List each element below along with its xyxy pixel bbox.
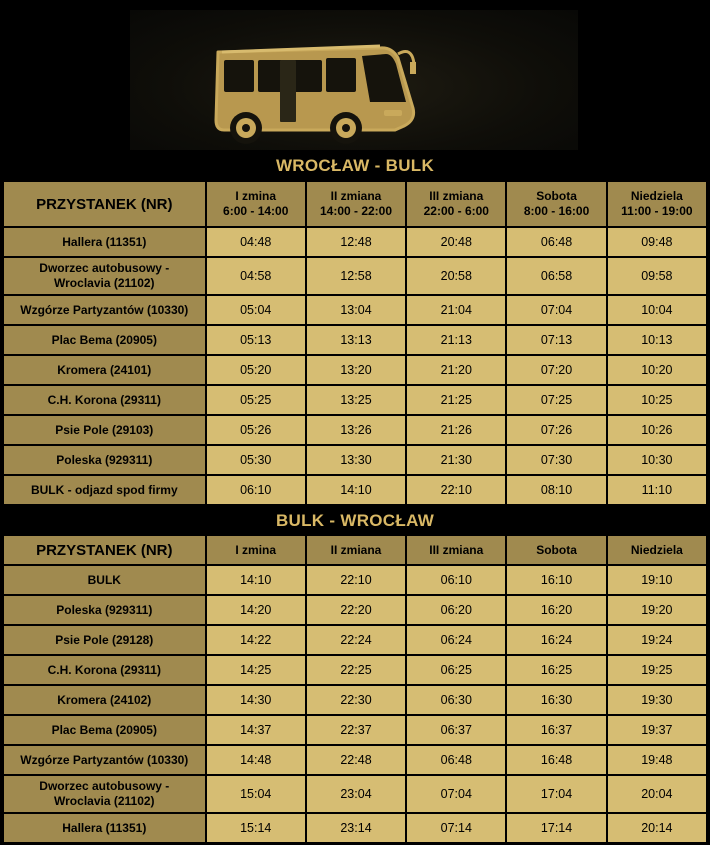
stop-name: Wzgórze Partyzantów (10330) <box>4 746 205 774</box>
table-row <box>4 446 706 474</box>
departure-time: 19:30 <box>608 686 706 714</box>
departure-time: 14:10 <box>207 566 305 594</box>
column-header: Sobota <box>507 536 605 564</box>
schedule-table <box>2 534 708 844</box>
departure-time: 22:25 <box>307 656 405 684</box>
departure-time: 19:48 <box>608 746 706 774</box>
header-row <box>4 182 706 226</box>
departure-time: 14:10 <box>307 476 405 504</box>
column-header-stop: PRZYSTANEK (NR) <box>4 182 205 226</box>
stop-name: Hallera (11351) <box>4 814 205 842</box>
departure-time: 14:48 <box>207 746 305 774</box>
departure-time: 13:20 <box>307 356 405 384</box>
departure-time: 04:58 <box>207 258 305 294</box>
column-header: Sobota 8:00 - 16:00 <box>507 182 605 226</box>
departure-time: 19:25 <box>608 656 706 684</box>
departure-time: 05:26 <box>207 416 305 444</box>
departure-time: 06:48 <box>507 228 605 256</box>
departure-time: 08:10 <box>507 476 605 504</box>
table-row <box>4 296 706 324</box>
table-row <box>4 656 706 684</box>
section-title: WROCŁAW - BULK <box>275 156 435 175</box>
departure-time: 13:26 <box>307 416 405 444</box>
stop-name: Poleska (929311) <box>4 446 205 474</box>
departure-time: 10:26 <box>608 416 706 444</box>
stop-name: BULK <box>4 566 205 594</box>
departure-time: 07:25 <box>507 386 605 414</box>
column-header-stop: PRZYSTANEK (NR) <box>4 536 205 564</box>
table-row <box>4 356 706 384</box>
departure-time: 21:30 <box>407 446 505 474</box>
column-header: III zmiana 22:00 - 6:00 <box>407 182 505 226</box>
stop-name: Kromera (24101) <box>4 356 205 384</box>
departure-time: 20:14 <box>608 814 706 842</box>
table-row <box>4 626 706 654</box>
stop-name: Poleska (929311) <box>4 596 205 624</box>
departure-time: 13:04 <box>307 296 405 324</box>
table-row <box>4 258 706 294</box>
table-row <box>4 686 706 714</box>
departure-time: 07:04 <box>407 776 505 812</box>
departure-time: 06:20 <box>407 596 505 624</box>
departure-time: 21:04 <box>407 296 505 324</box>
departure-time: 05:20 <box>207 356 305 384</box>
departure-time: 22:37 <box>307 716 405 744</box>
departure-time: 16:20 <box>507 596 605 624</box>
departure-time: 05:04 <box>207 296 305 324</box>
departure-time: 09:48 <box>608 228 706 256</box>
departure-time: 16:25 <box>507 656 605 684</box>
stop-name: C.H. Korona (29311) <box>4 386 205 414</box>
departure-time: 06:30 <box>407 686 505 714</box>
section-title: BULK - WROCŁAW <box>275 511 435 530</box>
departure-time: 06:37 <box>407 716 505 744</box>
departure-time: 04:48 <box>207 228 305 256</box>
departure-time: 11:10 <box>608 476 706 504</box>
departure-time: 22:48 <box>307 746 405 774</box>
header-row <box>4 536 706 564</box>
table-row <box>4 716 706 744</box>
departure-time: 22:24 <box>307 626 405 654</box>
departure-time: 19:10 <box>608 566 706 594</box>
departure-time: 16:10 <box>507 566 605 594</box>
departure-time: 19:37 <box>608 716 706 744</box>
departure-time: 13:30 <box>307 446 405 474</box>
stop-name: BULK - odjazd spod firmy <box>4 476 205 504</box>
bus-icon <box>130 10 578 150</box>
stop-name: Psie Pole (29103) <box>4 416 205 444</box>
stop-name: C.H. Korona (29311) <box>4 656 205 684</box>
stop-name: Dworzec autobusowy - Wroclavia (21102) <box>4 776 205 812</box>
table-row <box>4 596 706 624</box>
departure-time: 22:10 <box>307 566 405 594</box>
departure-time: 22:10 <box>407 476 505 504</box>
departure-time: 05:25 <box>207 386 305 414</box>
bus-banner <box>130 10 578 150</box>
departure-time: 06:58 <box>507 258 605 294</box>
column-header: Niedziela <box>608 536 706 564</box>
departure-time: 14:25 <box>207 656 305 684</box>
departure-time: 10:25 <box>608 386 706 414</box>
departure-time: 14:37 <box>207 716 305 744</box>
departure-time: 13:13 <box>307 326 405 354</box>
stop-name: Dworzec autobusowy - Wroclavia (21102) <box>4 258 205 294</box>
departure-time: 15:04 <box>207 776 305 812</box>
departure-time: 06:48 <box>407 746 505 774</box>
departure-time: 19:20 <box>608 596 706 624</box>
departure-time: 20:48 <box>407 228 505 256</box>
departure-time: 13:25 <box>307 386 405 414</box>
departure-time: 16:48 <box>507 746 605 774</box>
column-header: I zmina 6:00 - 14:00 <box>207 182 305 226</box>
departure-time: 22:30 <box>307 686 405 714</box>
departure-time: 06:10 <box>407 566 505 594</box>
departure-time: 21:25 <box>407 386 505 414</box>
departure-time: 16:30 <box>507 686 605 714</box>
table-row <box>4 776 706 812</box>
departure-time: 21:26 <box>407 416 505 444</box>
departure-time: 12:58 <box>307 258 405 294</box>
stop-name: Kromera (24102) <box>4 686 205 714</box>
departure-time: 17:14 <box>507 814 605 842</box>
departure-time: 20:04 <box>608 776 706 812</box>
departure-time: 22:20 <box>307 596 405 624</box>
table-row <box>4 746 706 774</box>
table-row <box>4 326 706 354</box>
stop-name: Plac Bema (20905) <box>4 326 205 354</box>
departure-time: 12:48 <box>307 228 405 256</box>
departure-time: 05:13 <box>207 326 305 354</box>
departure-time: 10:13 <box>608 326 706 354</box>
table-row <box>4 228 706 256</box>
departure-time: 17:04 <box>507 776 605 812</box>
departure-time: 07:04 <box>507 296 605 324</box>
departure-time: 23:14 <box>307 814 405 842</box>
table-row <box>4 566 706 594</box>
departure-time: 14:30 <box>207 686 305 714</box>
table-row <box>4 476 706 504</box>
departure-time: 21:13 <box>407 326 505 354</box>
departure-time: 14:20 <box>207 596 305 624</box>
departure-time: 07:20 <box>507 356 605 384</box>
stop-name: Hallera (11351) <box>4 228 205 256</box>
departure-time: 16:37 <box>507 716 605 744</box>
column-header: II zmiana <box>307 536 405 564</box>
table-row <box>4 416 706 444</box>
departure-time: 07:26 <box>507 416 605 444</box>
column-header: I zmina <box>207 536 305 564</box>
departure-time: 07:13 <box>507 326 605 354</box>
stop-name: Plac Bema (20905) <box>4 716 205 744</box>
column-header: Niedziela 11:00 - 19:00 <box>608 182 706 226</box>
departure-time: 20:58 <box>407 258 505 294</box>
departure-time: 10:30 <box>608 446 706 474</box>
departure-time: 09:58 <box>608 258 706 294</box>
table-row <box>4 386 706 414</box>
stop-name: Wzgórze Partyzantów (10330) <box>4 296 205 324</box>
departure-time: 07:30 <box>507 446 605 474</box>
departure-time: 14:22 <box>207 626 305 654</box>
stop-name: Psie Pole (29128) <box>4 626 205 654</box>
departure-time: 06:24 <box>407 626 505 654</box>
departure-time: 05:30 <box>207 446 305 474</box>
table-row <box>4 814 706 842</box>
departure-time: 19:24 <box>608 626 706 654</box>
departure-time: 21:20 <box>407 356 505 384</box>
departure-time: 10:20 <box>608 356 706 384</box>
departure-time: 06:10 <box>207 476 305 504</box>
schedule-table <box>2 180 708 506</box>
departure-time: 23:04 <box>307 776 405 812</box>
departure-time: 10:04 <box>608 296 706 324</box>
column-header: II zmiana 14:00 - 22:00 <box>307 182 405 226</box>
departure-time: 06:25 <box>407 656 505 684</box>
departure-time: 07:14 <box>407 814 505 842</box>
departure-time: 15:14 <box>207 814 305 842</box>
column-header: III zmiana <box>407 536 505 564</box>
departure-time: 16:24 <box>507 626 605 654</box>
